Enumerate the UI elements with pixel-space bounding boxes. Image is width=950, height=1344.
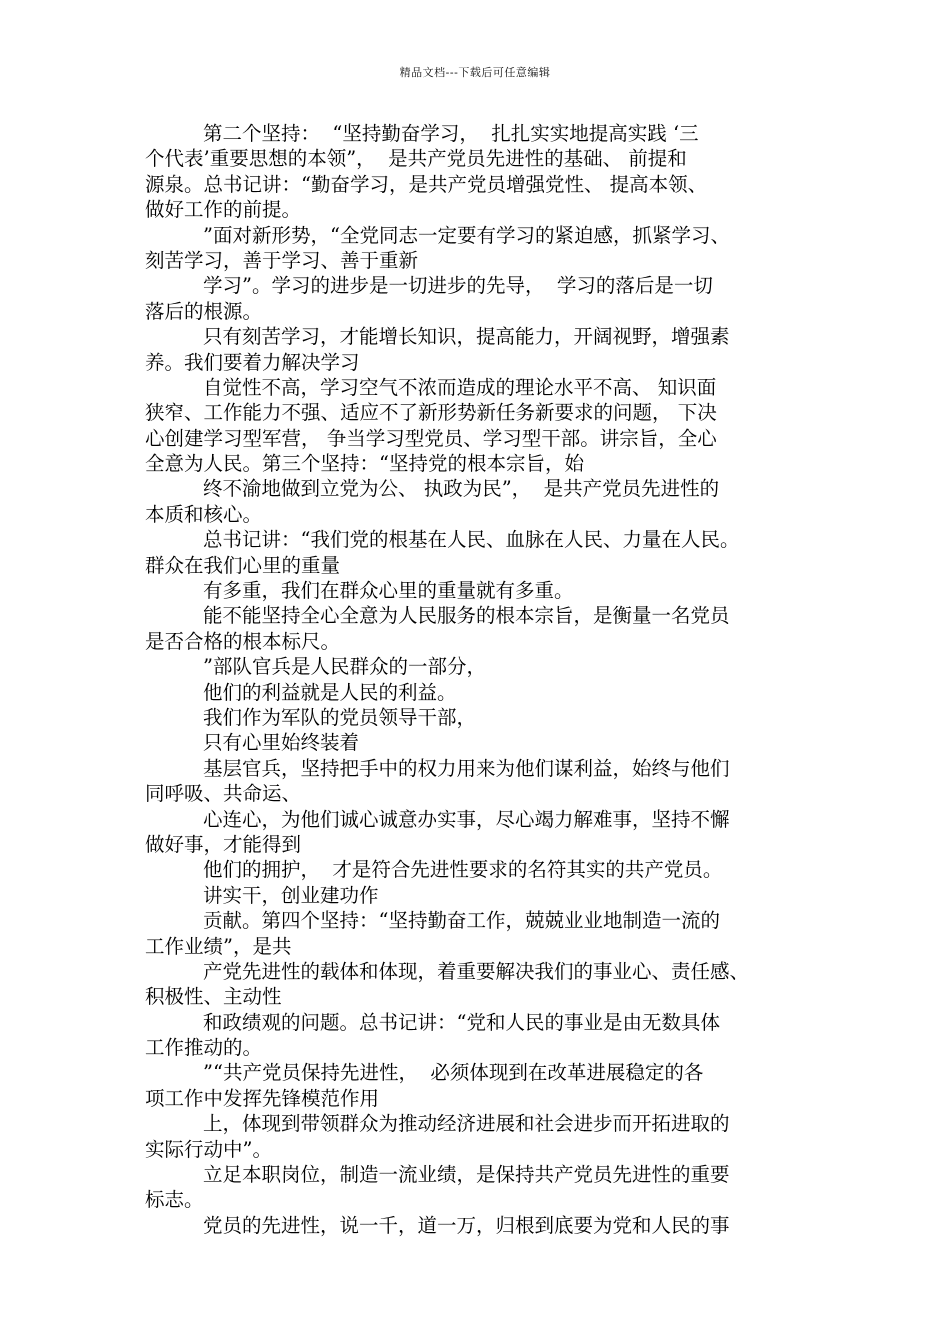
text-line: 工作推动的。: [145, 1036, 263, 1060]
text-line: 能不能坚持全心全意为人民服务的根本宗旨，是衡量一名党员: [203, 604, 730, 628]
text-line: ”面对新形势，“全党同志一定要有学习的紧迫感，抓紧学习、: [203, 223, 730, 247]
text-line: ”部队官兵是人民群众的一部分，: [203, 655, 486, 679]
text-line: 终不渝地做到立党为公、 执政为民”， 是共产党员先进性的: [203, 477, 720, 501]
text-line: 工作业绩”，是共: [145, 934, 292, 958]
document-body: [145, 121, 835, 1238]
text-line: 是否合格的根本标尺。: [145, 629, 341, 653]
text-line: 源泉。总书记讲：“勤奋学习，是共产党员增强党性、 提高本领、: [145, 172, 708, 196]
text-line: 落后的根源。: [145, 299, 263, 323]
text-line: 第二个坚持： “坚持勤奋学习， 扎扎实实地提高实践 ‘三: [203, 122, 699, 145]
text-line: 产党先进性的载体和体现，着重要解决我们的事业心、责任感、: [203, 959, 750, 983]
text-line: 刻苦学习，善于学习、善于重新: [145, 248, 419, 272]
text-line: 学习”。学习的进步是一切进步的先导， 学习的落后是一切: [203, 274, 713, 298]
text-line: 全意为人民。第三个坚持：“坚持党的根本宗旨，始: [145, 452, 584, 476]
text-line: 项工作中发挥先锋模范作用: [145, 1086, 380, 1110]
text-line: 立足本职岗位，制造一流业绩，是保持共产党员先进性的重要: [203, 1163, 730, 1187]
text-line: 党员的先进性，说一千，道一万，归根到底要为党和人民的事: [203, 1213, 730, 1237]
text-line: 他们的拥护， 才是符合先进性要求的名符其实的共产党员。: [203, 858, 723, 882]
text-line: 贡献。第四个坚持：“坚持勤奋工作，兢兢业业地制造一流的: [203, 909, 720, 933]
text-line: ”“共产党员保持先进性， 必须体现到在改革进展稳定的各: [203, 1061, 704, 1085]
text-line: 基层官兵，坚持把手中的权力用来为他们谋利益，始终与他们: [203, 756, 730, 780]
text-line: 有多重，我们在群众心里的重量就有多重。: [203, 579, 574, 603]
text-line: 狭窄、工作能力不强、适应不了新形势新任务新要求的问题， 下决: [145, 401, 717, 425]
page-header: 精品文档---下载后可任意编辑: [399, 66, 551, 79]
text-line: 他们的利益就是人民的利益。: [203, 680, 457, 704]
text-line: 心连心，为他们诚心诚意办实事，尽心竭力解难事，坚持不懈: [203, 807, 730, 831]
text-line: 只有刻苦学习，才能增长知识，提高能力，开阔视野，增强素: [203, 325, 730, 349]
text-line: 实际行动中”。: [145, 1137, 272, 1161]
text-line: 和政绩观的问题。总书记讲：“党和人民的事业是由无数具体: [203, 1010, 720, 1034]
text-line: 只有心里始终装着: [203, 731, 360, 755]
text-line: 心创建学习型军营， 争当学习型党员、学习型干部。讲宗旨，全心: [145, 426, 717, 450]
text-line: 做好事，才能得到: [145, 832, 302, 856]
text-line: 做好工作的前提。: [145, 198, 302, 222]
text-line: 本质和核心。: [145, 502, 263, 526]
text-line: 讲实干，创业建功作: [203, 883, 379, 907]
text-line: 我们作为军队的党员领导干部，: [203, 705, 477, 729]
text-line: 个代表’重要思想的本领”， 是共产党员先进性的基础、 前提和: [145, 147, 687, 171]
text-line: 标志。: [145, 1188, 204, 1212]
text-line: 群众在我们心里的重量: [145, 553, 341, 577]
text-line: 自觉性不高，学习空气不浓而造成的理论水平不高、 知识面: [203, 375, 717, 399]
text-line: 积极性、主动性: [145, 985, 282, 1009]
text-line: 上，体现到带领群众为推动经济进展和社会进步而开拓进取的: [203, 1112, 730, 1136]
text-line: 同呼吸、共命运、: [145, 782, 302, 806]
text-line: 总书记讲：“我们党的根基在人民、血脉在人民、力量在人民。: [203, 528, 740, 552]
text-line: 养。我们要着力解决学习: [145, 350, 360, 374]
